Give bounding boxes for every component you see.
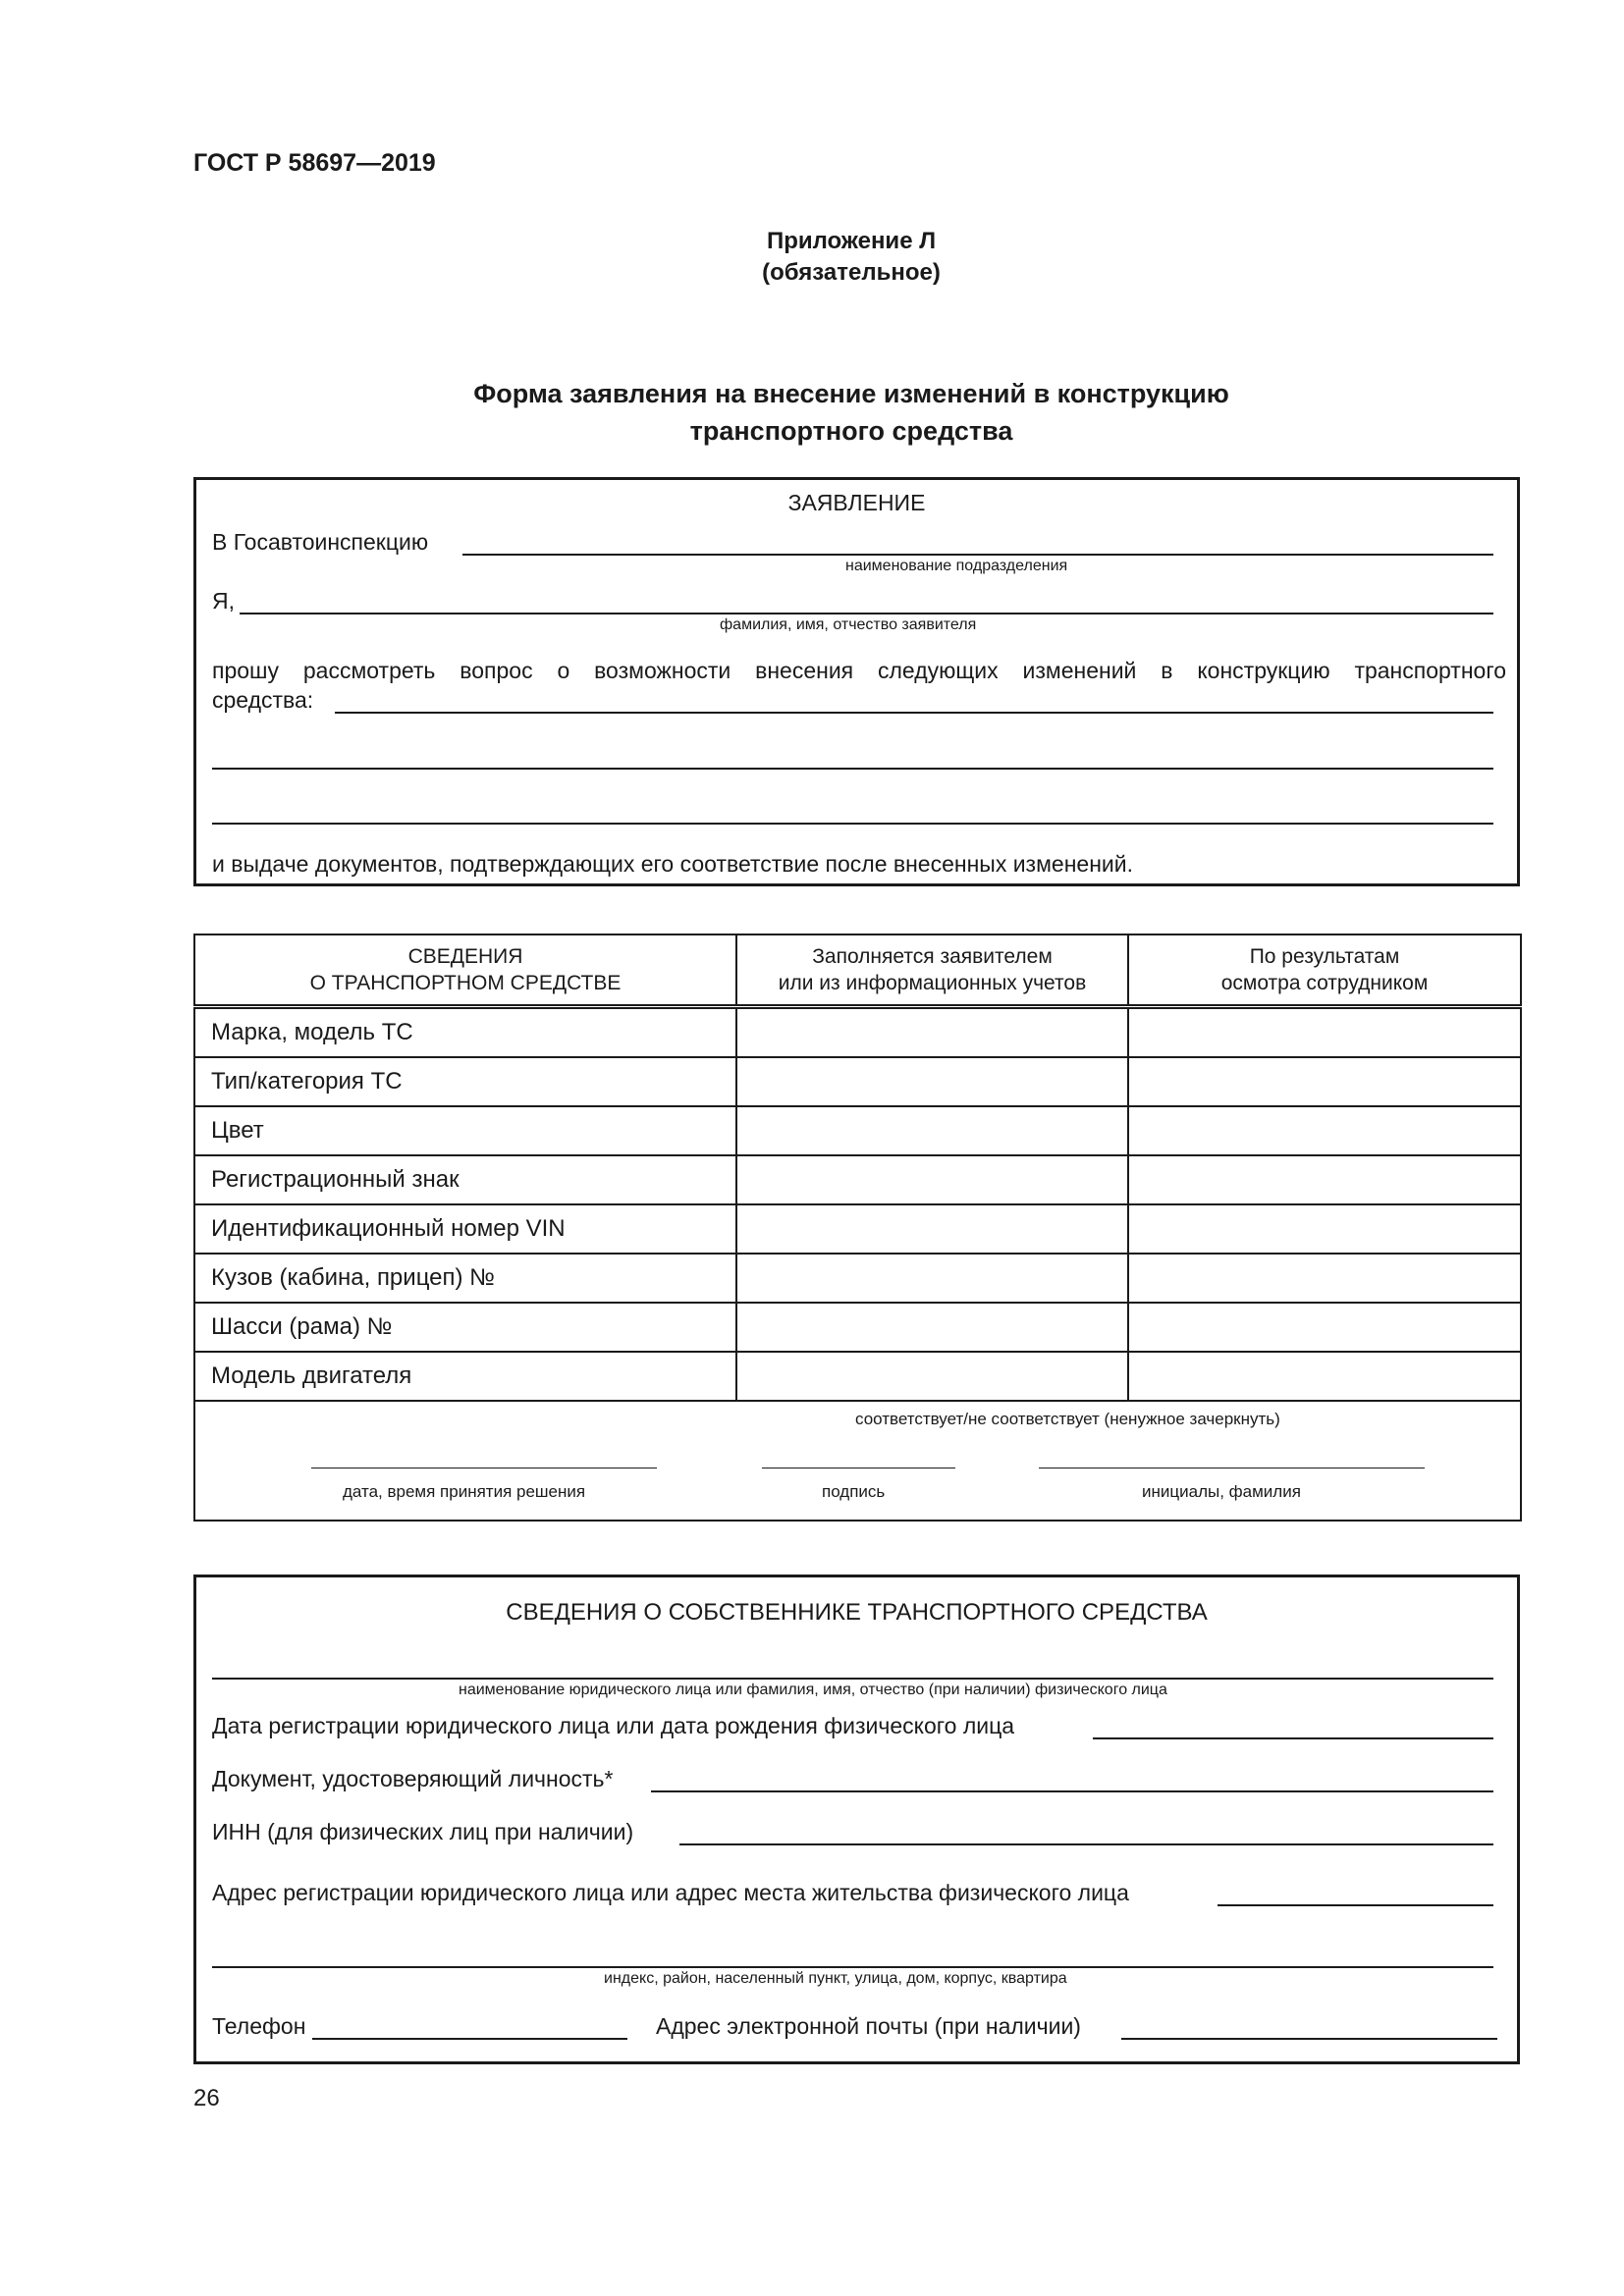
inspection-cell[interactable]: [1128, 1204, 1521, 1254]
request-text-line1: прошу рассмотреть вопрос о возможности внесения следующих изменений в конструкцию транспортного: [212, 658, 1506, 683]
form-title-line1: Форма заявления на внесение изменений в конструкцию: [473, 379, 1229, 408]
address-caption: индекс, район, населенный пункт, улица, дом, корпус, квартира: [604, 1970, 1067, 1987]
to-field[interactable]: [462, 554, 1493, 556]
applicant-cell[interactable]: [736, 1007, 1128, 1058]
inspection-cell[interactable]: [1128, 1155, 1521, 1204]
column-header-inspection: По результатам осмотра сотрудником: [1128, 934, 1521, 1007]
table-row: [194, 1204, 1521, 1254]
row-label: Шасси (рама) №: [194, 1303, 736, 1352]
row-label: Тип/категория ТС: [194, 1057, 736, 1106]
id-doc-label: Документ, удостоверяющий личность*: [212, 1766, 614, 1791]
id-doc-field[interactable]: [651, 1790, 1493, 1792]
row-label: Регистрационный знак: [194, 1155, 736, 1204]
applicant-cell[interactable]: [736, 1303, 1128, 1352]
annex-title: Приложение Л: [766, 228, 937, 254]
applicant-cell[interactable]: [736, 1057, 1128, 1106]
email-label: Адрес электронной почты (при наличии): [656, 2013, 1081, 2039]
inspection-cell[interactable]: [1128, 1057, 1521, 1106]
applicant-label: Я,: [212, 588, 235, 614]
applicant-field[interactable]: [240, 613, 1493, 614]
applicant-cell[interactable]: [736, 1155, 1128, 1204]
page-number: 26: [193, 2085, 220, 2111]
initials-caption: инициалы, фамилия: [1142, 1482, 1301, 1501]
row-label: Марка, модель ТС: [194, 1007, 736, 1058]
table-header-row: [194, 934, 1521, 1007]
inn-label: ИНН (для физических лиц при наличии): [212, 1819, 634, 1844]
column-header-applicant: Заполняется заявителем или из информационных учетов: [736, 934, 1128, 1007]
inspection-cell[interactable]: [1128, 1303, 1521, 1352]
phone-field[interactable]: [312, 2038, 627, 2040]
form-title-line2: транспортного средства: [689, 416, 1013, 446]
inn-field[interactable]: [679, 1843, 1493, 1845]
form-title: [0, 375, 1624, 450]
table-row: [194, 1254, 1521, 1303]
inspection-cell[interactable]: [1128, 1106, 1521, 1155]
request-text-line2: средства:: [212, 687, 314, 713]
inspection-cell[interactable]: [1128, 1352, 1521, 1401]
application-title: ЗАЯВЛЕНИЕ: [787, 490, 926, 515]
inspection-cell[interactable]: [1128, 1007, 1521, 1058]
decision-cell: [194, 1401, 1521, 1521]
to-caption: наименование подразделения: [845, 558, 1068, 574]
reg-date-label: Дата регистрации юридического лица или дата рождения физического лица: [212, 1713, 1015, 1738]
inspection-cell[interactable]: [1128, 1254, 1521, 1303]
changes-field-1[interactable]: [335, 712, 1493, 714]
owner-name-field[interactable]: [212, 1678, 1493, 1680]
row-label: Кузов (кабина, прицеп) №: [194, 1254, 736, 1303]
application-box: [193, 477, 1520, 886]
changes-field-3[interactable]: [212, 823, 1493, 825]
changes-field-2[interactable]: [212, 768, 1493, 770]
row-label: Идентификационный номер VIN: [194, 1204, 736, 1254]
row-label: Цвет: [194, 1106, 736, 1155]
email-field[interactable]: [1121, 2038, 1497, 2040]
address-field[interactable]: [1218, 1904, 1493, 1906]
table-row: [194, 1155, 1521, 1204]
owner-title: СВЕДЕНИЯ О СОБСТВЕННИКЕ ТРАНСПОРТНОГО СРЕДСТВА: [506, 1599, 1208, 1626]
table-row: [194, 1303, 1521, 1352]
table-row: [194, 1057, 1521, 1106]
phone-label: Телефон: [212, 2013, 306, 2039]
owner-box: [193, 1575, 1520, 2064]
owner-name-caption: наименование юридического лица или фамилия, имя, отчество (при наличии) физического лица: [459, 1682, 1167, 1698]
table-row: [194, 1007, 1521, 1058]
reg-date-field[interactable]: [1093, 1737, 1493, 1739]
column-header-vehicle: СВЕДЕНИЯ О ТРАНСПОРТНОМ СРЕДСТВЕ: [194, 934, 736, 1007]
address-field-2[interactable]: [212, 1966, 1493, 1968]
signature-caption: подпись: [822, 1482, 886, 1501]
address-label: Адрес регистрации юридического лица или адрес места жительства физического лица: [212, 1880, 1129, 1905]
conformity-caption: соответствует/не соответствует (ненужное зачеркнуть): [855, 1410, 1280, 1428]
closing-text: и выдаче документов, подтверждающих его соответствие после внесенных изменений.: [212, 851, 1133, 877]
row-label: Модель двигателя: [194, 1352, 736, 1401]
annex-status: (обязательное): [762, 259, 941, 286]
applicant-cell[interactable]: [736, 1254, 1128, 1303]
applicant-cell[interactable]: [736, 1106, 1128, 1155]
decision-date-caption: дата, время принятия решения: [343, 1482, 586, 1501]
annex-heading: [0, 226, 1624, 289]
table-row: [194, 1106, 1521, 1155]
to-label: В Госавтоинспекцию: [212, 529, 429, 555]
table-row: [194, 1352, 1521, 1401]
decision-row: [194, 1401, 1521, 1521]
applicant-caption: фамилия, имя, отчество заявителя: [720, 616, 977, 633]
applicant-cell[interactable]: [736, 1204, 1128, 1254]
applicant-cell[interactable]: [736, 1352, 1128, 1401]
vehicle-info-table: [193, 934, 1522, 1522]
standard-designation: ГОСТ Р 58697—2019: [193, 149, 436, 177]
